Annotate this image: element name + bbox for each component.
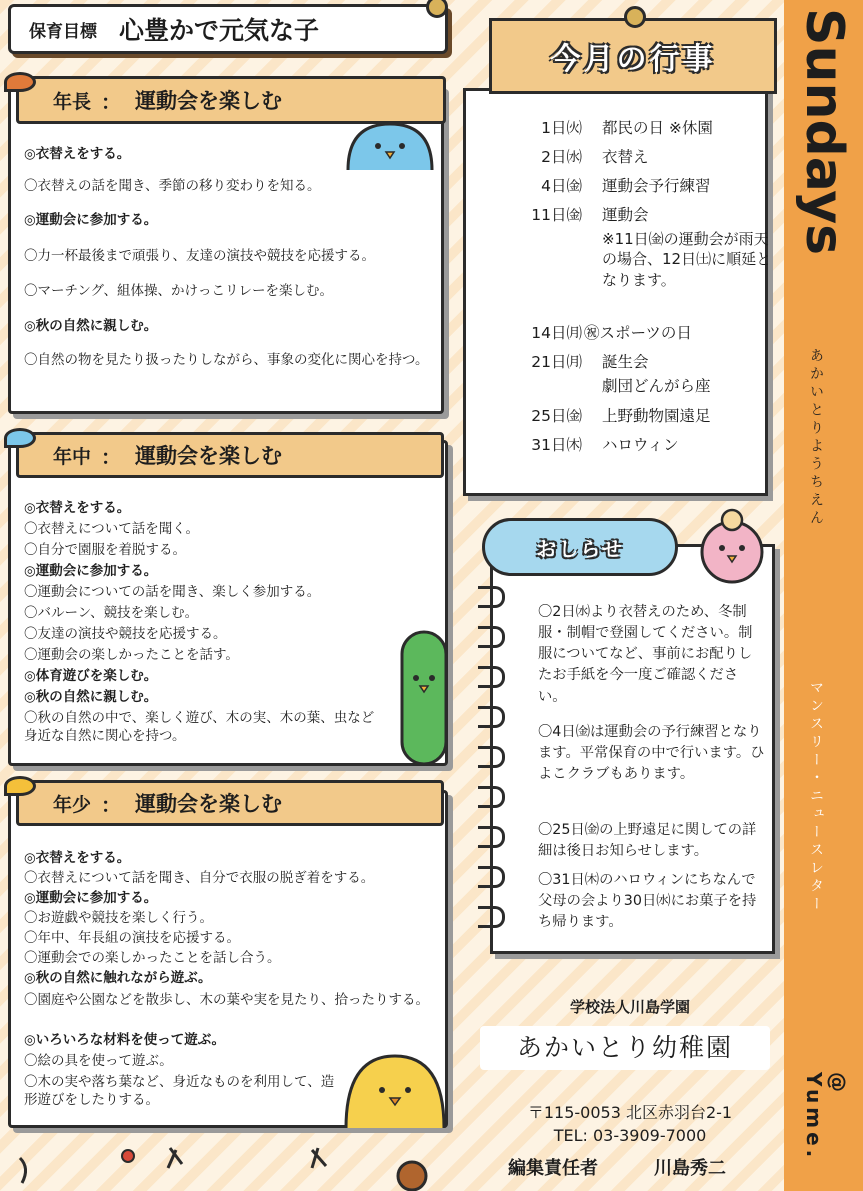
class-colon: ： — [101, 444, 122, 469]
notice-item: 〇31日㈭のハロウィンにちなんで父母の会より30日㈬にお菓子を持ち帰ります。 — [538, 872, 757, 931]
class-item: 〇自然の物を見たり扱ったりしながら、事象の変化に関心を持つ。 — [24, 352, 429, 368]
class-item: ◎運動会に参加する。 — [24, 212, 158, 228]
notices-header — [482, 518, 678, 576]
editor-label: 編集責任者 — [508, 1158, 598, 1179]
class-item: 〇運動会での楽しかったことを話し合う。 — [24, 950, 281, 966]
class-grade: 年長 — [53, 90, 92, 113]
class-item: ◎衣替えをする。 — [24, 850, 131, 866]
goal-banner — [8, 4, 448, 54]
class-item: 〇年中、年長組の演技を応援する。 — [24, 930, 240, 946]
class-item: ◎秋の自然に親しむ。 — [24, 689, 158, 705]
binder-ring-icon — [478, 706, 505, 728]
class-colon: ： — [101, 89, 122, 114]
kindergarten-hiragana: あかいとりようちえん — [808, 348, 824, 528]
pink-bird-icon — [694, 506, 770, 590]
goal-label: 保育目標 — [29, 21, 97, 42]
event-text: 運動会予行練習 — [602, 177, 711, 195]
event-text: ※11日㈮の運動会が雨天の場合、12日㈯に順延となります。 — [602, 230, 772, 289]
class-item: 〇力一杯最後まで頑張り、友達の演技や競技を応援する。 — [24, 248, 375, 264]
class-item: 〇運動会の楽しかったことを話す。 — [24, 647, 239, 663]
class-item: ◎秋の自然に触れながら遊ぶ。 — [24, 970, 212, 986]
class-item: ◎運動会に参加する。 — [24, 563, 158, 579]
class-theme: 運動会を楽しむ — [135, 792, 283, 816]
event-date: 1日㈫ — [541, 119, 582, 137]
class-theme: 運動会を楽しむ — [135, 444, 283, 468]
binder-ring-icon — [478, 666, 505, 688]
class-item: 〇衣替えについて話を聞き、自分で衣服の脱ぎ着をする。 — [24, 870, 375, 886]
goal-value: 心豊かで元気な子 — [119, 16, 320, 45]
leaf-icon — [4, 72, 36, 92]
bottom-doodles — [0, 1138, 470, 1191]
school-name: あかいとり幼稚園 — [480, 1026, 770, 1070]
leaf-icon — [4, 776, 36, 796]
binder-ring-icon — [478, 746, 505, 768]
class-colon: ： — [101, 792, 122, 817]
class-bar-nencho — [16, 76, 446, 124]
pin-icon — [624, 6, 646, 28]
class-item: 〇衣替えについて話を聞く。 — [24, 521, 199, 537]
class-item: ◎衣替えをする。 — [24, 146, 131, 162]
class-item: 〇自分で園服を着脱する。 — [24, 542, 186, 558]
leaf-icon — [4, 428, 36, 448]
class-item: ◎いろいろな材料を使って遊ぶ。 — [24, 1032, 226, 1048]
class-item: 〇木の実や落ち葉など、身近なものを利用して、造形遊びをしたりする。 — [24, 1074, 335, 1108]
event-text: 都民の日 ※休園 — [602, 119, 713, 137]
class-bar-nensho — [16, 780, 444, 826]
event-date: 14日㈪ — [531, 324, 582, 342]
event-text: 上野動物園遠足 — [602, 407, 711, 425]
class-item: 〇お遊戯や競技を楽しく行う。 — [24, 910, 213, 926]
class-item: 〇園庭や公園などを散歩し、木の葉や実を見たり、拾ったりする。 — [24, 992, 429, 1008]
binder-ring-icon — [478, 826, 505, 848]
school-address: 〒115-0053 北区赤羽台2-1 — [527, 1103, 733, 1122]
event-date: 31日㈭ — [531, 436, 582, 454]
event-date: 2日㈬ — [541, 148, 582, 166]
binder-ring-icon — [478, 866, 505, 888]
class-item: ◎体育遊びを楽しむ。 — [24, 668, 158, 684]
event-date: 4日㈮ — [541, 177, 582, 195]
class-item: 〇絵の具を使って遊ぶ。 — [24, 1053, 173, 1069]
binder-ring-icon — [478, 626, 505, 648]
green-caterpillar-icon — [398, 626, 450, 766]
class-grade: 年中 — [53, 445, 92, 468]
credit-text: @ Yume. — [802, 1072, 850, 1162]
binder-ring-icon — [478, 786, 505, 808]
notice-item: 〇4日㈮は運動会の予行練習となります。平常保育の中で行います。ひよこクラブもあります。 — [538, 724, 765, 783]
event-text: 誕生会 — [602, 353, 649, 371]
class-grade: 年少 — [53, 793, 92, 816]
class-bar-nenchu — [16, 432, 444, 478]
events-header — [489, 18, 777, 94]
class-item: ◎秋の自然に親しむ。 — [24, 318, 158, 334]
class-item: 〇バルーン、競技を楽しむ。 — [24, 605, 199, 621]
event-text: 劇団どんがら座 — [602, 377, 711, 395]
binder-ring-icon — [478, 586, 505, 608]
notices-title: おしらせ — [536, 536, 624, 561]
notice-item: 〇2日㈬より衣替えのため、冬制服・制帽で登園してください。制服についてなど、事前にお配りしたお手紙を今一度ご確認ください。 — [538, 604, 753, 705]
school-tel: TEL: 03-3909-7000 — [553, 1126, 707, 1145]
notice-item: 〇25日㈮の上野遠足に関しての詳細は後日お知らせします。 — [538, 822, 757, 860]
class-item: 〇運動会についての話を聞き、楽しく参加する。 — [24, 584, 321, 600]
event-date: 11日㈮ — [531, 206, 582, 224]
class-item: ◎運動会に参加する。 — [24, 890, 158, 906]
events-title: 今月の行事 — [550, 42, 716, 77]
event-text: ハロウィン — [602, 436, 679, 454]
event-text: 衣替え — [602, 148, 649, 166]
class-item: 〇秋の自然の中で、楽しく遊び、木の実、木の葉、虫など身近な自然に関心を持つ。 — [24, 710, 375, 744]
binder-ring-icon — [478, 906, 505, 928]
class-theme: 運動会を楽しむ — [135, 89, 283, 113]
school-corp: 学校法人川島学園 — [569, 998, 690, 1016]
event-date: 21日㈪ — [531, 353, 582, 371]
class-item: 〇マーチング、組体操、かけっこリレーを楽しむ。 — [24, 283, 334, 299]
class-item: 〇友達の演技や競技を応援する。 — [24, 626, 227, 642]
event-text: 運動会 — [602, 206, 649, 224]
class-item: 〇衣替えの話を聞き、季節の移り変わりを知る。 — [24, 178, 321, 194]
editor-name: 川島秀二 — [654, 1158, 726, 1179]
event-date: 25日㈮ — [531, 407, 582, 425]
class-item: ◎衣替えをする。 — [24, 500, 131, 516]
event-text: ㊗スポーツの日 — [584, 324, 692, 342]
newsletter-label: マンスリー・ニュースレター — [808, 680, 824, 914]
sundays-logo: Sundays — [794, 8, 854, 256]
